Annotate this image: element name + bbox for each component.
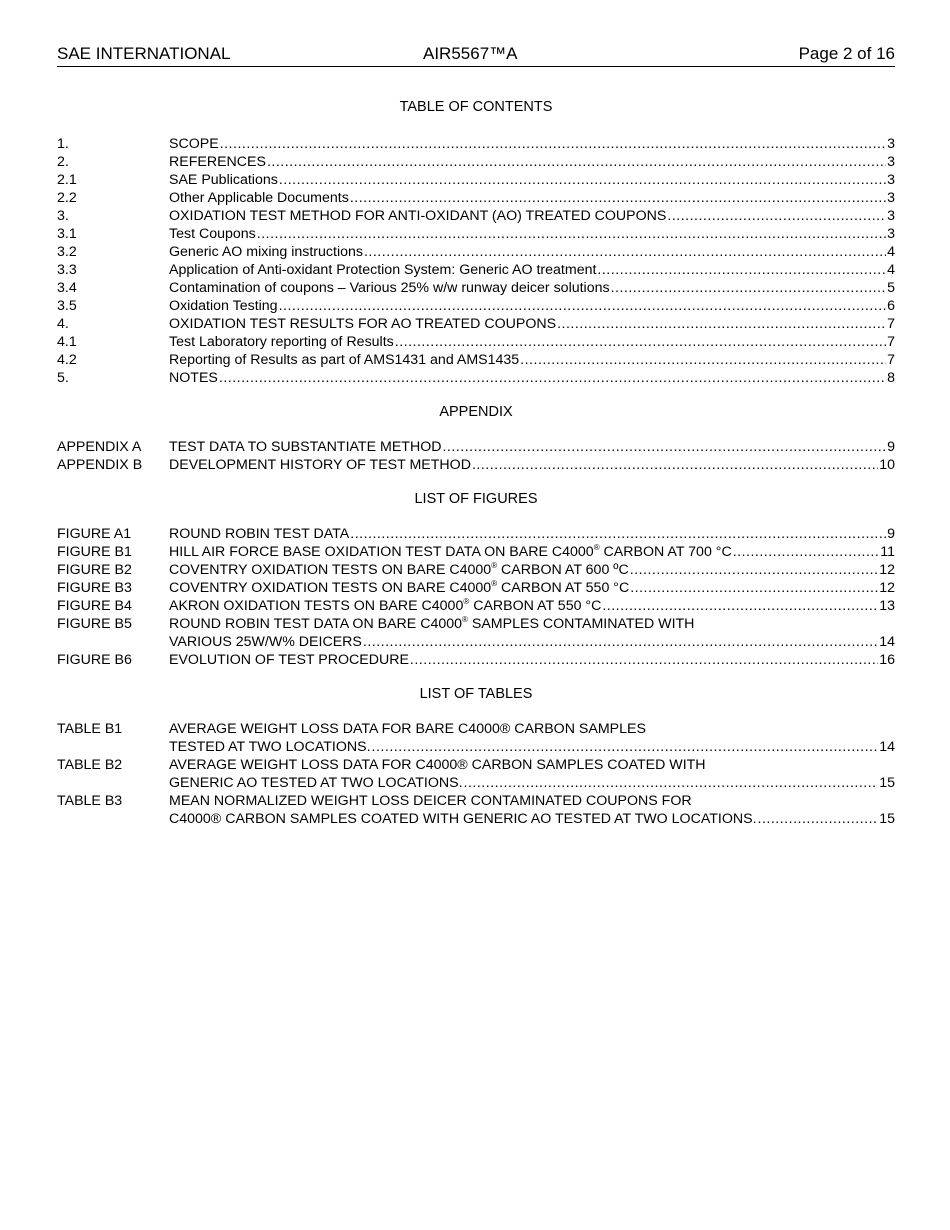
toc-entry[interactable]	[57, 315, 895, 333]
tables-list	[57, 720, 895, 828]
entry-title	[169, 561, 629, 579]
entry-title-continued: TESTED AT TWO LOCATIONS.	[169, 739, 371, 755]
leader-dots	[557, 315, 886, 333]
tables-heading: LIST OF TABLES	[419, 686, 533, 702]
leader-dots	[410, 651, 878, 669]
entry-title: SCOPE	[169, 136, 219, 152]
appendix-entry[interactable]	[57, 438, 895, 456]
table-entry-line1[interactable]	[57, 792, 895, 810]
entry-title: Contamination of coupons – Various 25% w/w runway deicer solutions	[169, 280, 610, 296]
entry-title-continued: C4000® CARBON SAMPLES COATED WITH GENERIC AO TESTED AT TWO LOCATIONS.	[169, 811, 757, 827]
toc-entry[interactable]	[57, 369, 895, 387]
entry-number: 4.2	[57, 352, 77, 368]
header-page-number: Page 2 of 16	[798, 44, 895, 63]
entry-number: 3.4	[57, 280, 77, 296]
entry-number: 4.	[57, 316, 69, 332]
leader-dots	[219, 369, 886, 387]
title-part: CARBON AT 550 °C	[497, 580, 630, 596]
figure-entry-line1[interactable]	[57, 615, 895, 633]
entry-title: Reporting of Results as part of AMS1431 and AMS1435	[169, 352, 520, 368]
entry-page: 7	[887, 352, 895, 368]
title-part: ROUND ROBIN TEST DATA ON BARE C4000	[169, 616, 463, 632]
title-part: SAMPLES CONTAMINATED WITH	[467, 616, 695, 632]
entry-page: 12	[879, 562, 895, 578]
table-entry-line2[interactable]	[57, 810, 895, 828]
entry-number: 5.	[57, 370, 69, 386]
leader-dots	[667, 207, 886, 225]
entry-page: 3	[887, 226, 895, 242]
leader-dots	[630, 561, 879, 579]
leader-dots	[350, 189, 886, 207]
entry-page: 12	[879, 580, 895, 596]
entry-title: NOTES	[169, 370, 218, 386]
entry-number: FIGURE A1	[57, 526, 132, 542]
leader-dots	[395, 333, 886, 351]
entry-page: 8	[887, 370, 895, 386]
table-entry-line2[interactable]	[57, 774, 895, 792]
title-part: CARBON AT 600 ºC	[497, 562, 629, 578]
leader-dots	[733, 543, 880, 561]
leader-dots	[279, 297, 887, 315]
leader-dots	[279, 171, 886, 189]
registered-mark: ®	[593, 543, 600, 552]
entry-page: 5	[887, 280, 895, 296]
entry-page: 4	[887, 262, 895, 278]
toc-entry[interactable]	[57, 279, 895, 297]
entry-page: 7	[887, 334, 895, 350]
figure-entry[interactable]	[57, 543, 895, 561]
appendix-heading: APPENDIX	[439, 404, 513, 420]
entry-page: 3	[887, 136, 895, 152]
leader-dots	[372, 738, 879, 756]
registered-mark: ®	[491, 579, 498, 588]
entry-title: TEST DATA TO SUBSTANTIATE METHOD	[169, 439, 442, 455]
entry-page: 14	[879, 634, 895, 650]
title-part: HILL AIR FORCE BASE OXIDATION TEST DATA ON BARE C4000	[169, 544, 594, 560]
toc-entry[interactable]	[57, 351, 895, 369]
toc-entry[interactable]	[57, 135, 895, 153]
entry-title: MEAN NORMALIZED WEIGHT LOSS DEICER CONTAMINATED COUPONS FOR	[169, 793, 692, 809]
entry-page: 15	[879, 775, 895, 791]
entry-title: Application of Anti-oxidant Protection System: Generic AO treatment	[169, 262, 597, 278]
leader-dots	[472, 456, 878, 474]
entry-page: 10	[879, 457, 895, 473]
entry-title	[169, 579, 629, 597]
title-part: CARBON AT 550 °C	[469, 598, 602, 614]
registered-mark: ®	[462, 615, 468, 624]
table-entry-line2[interactable]	[57, 738, 895, 756]
title-part: AKRON OXIDATION TESTS ON BARE C4000	[169, 598, 464, 614]
toc-entry[interactable]	[57, 261, 895, 279]
entry-title: ROUND ROBIN TEST DATA	[169, 526, 350, 542]
leader-dots	[220, 135, 886, 153]
toc-list	[57, 135, 895, 387]
entry-page: 11	[880, 544, 895, 560]
entry-title: DEVELOPMENT HISTORY OF TEST METHOD	[169, 457, 471, 473]
entry-number: 4.1	[57, 334, 77, 350]
toc-entry[interactable]	[57, 225, 895, 243]
entry-page: 3	[887, 154, 895, 170]
title-part: COVENTRY OXIDATION TESTS ON BARE C4000	[169, 580, 492, 596]
entry-page: 6	[887, 298, 895, 314]
entry-page: 4	[887, 244, 895, 260]
leader-dots	[442, 438, 886, 456]
toc-entry[interactable]	[57, 207, 895, 225]
registered-mark: ®	[491, 561, 498, 570]
entry-number: 3.1	[57, 226, 77, 242]
table-entry-line1[interactable]	[57, 720, 895, 738]
entry-number: 3.2	[57, 244, 77, 260]
leader-dots	[597, 261, 886, 279]
toc-entry[interactable]	[57, 297, 895, 315]
leader-dots	[464, 774, 879, 792]
figure-entry[interactable]	[57, 597, 895, 615]
entry-title: AVERAGE WEIGHT LOSS DATA FOR BARE C4000® CARBON SAMPLES	[169, 721, 646, 737]
figures-heading: LIST OF FIGURES	[414, 491, 538, 507]
entry-title-continued: GENERIC AO TESTED AT TWO LOCATIONS.	[169, 775, 463, 791]
entry-title: Test Laboratory reporting of Results	[169, 334, 394, 350]
leader-dots	[267, 153, 886, 171]
entry-number: 3.	[57, 208, 69, 224]
entry-page: 7	[887, 316, 895, 332]
header-org: SAE INTERNATIONAL	[57, 44, 231, 63]
figures-list	[57, 525, 895, 669]
entry-title: Test Coupons	[169, 226, 256, 242]
toc-entry[interactable]	[57, 153, 895, 171]
entry-number: 1.	[57, 136, 69, 152]
entry-number: FIGURE B5	[57, 616, 132, 632]
entry-title: EVOLUTION OF TEST PROCEDURE	[169, 652, 409, 668]
header-doc-id: AIR5567™A	[423, 44, 518, 63]
entry-title: Generic AO mixing instructions	[169, 244, 363, 260]
entry-title-continued: VARIOUS 25W/W% DEICERS	[169, 634, 362, 650]
entry-page: 3	[887, 190, 895, 206]
entry-number: 2.2	[57, 190, 77, 206]
entry-page: 9	[887, 526, 895, 542]
leader-dots	[520, 351, 886, 369]
entry-title	[169, 615, 694, 633]
entry-number: 2.1	[57, 172, 77, 188]
entry-page: 9	[887, 439, 895, 455]
figure-entry[interactable]	[57, 561, 895, 579]
document-page	[57, 44, 895, 828]
leader-dots	[363, 633, 878, 651]
entry-page: 13	[879, 598, 895, 614]
entry-title	[169, 543, 732, 561]
leader-dots	[364, 243, 886, 261]
leader-dots	[611, 279, 887, 297]
entry-title: OXIDATION TEST RESULTS FOR AO TREATED COUPONS	[169, 316, 557, 332]
entry-number: TABLE B2	[57, 757, 123, 773]
toc-entry[interactable]	[57, 189, 895, 207]
registered-mark: ®	[463, 597, 470, 606]
entry-title: AVERAGE WEIGHT LOSS DATA FOR C4000® CARBON SAMPLES COATED WITH	[169, 757, 706, 773]
toc-entry[interactable]	[57, 243, 895, 261]
entry-number: TABLE B3	[57, 793, 123, 809]
entry-number: FIGURE B1	[57, 544, 132, 560]
figure-entry[interactable]	[57, 525, 895, 543]
entry-number: FIGURE B4	[57, 598, 132, 614]
toc-heading: TABLE OF CONTENTS	[399, 99, 553, 115]
entry-number: FIGURE B2	[57, 562, 132, 578]
entry-number: TABLE B1	[57, 721, 123, 737]
page-header	[57, 44, 895, 67]
entry-number: FIGURE B3	[57, 580, 132, 596]
leader-dots	[350, 525, 886, 543]
entry-page: 3	[887, 172, 895, 188]
entry-page: 16	[879, 652, 895, 668]
toc-entry[interactable]	[57, 171, 895, 189]
entry-number: APPENDIX B	[57, 457, 143, 473]
title-part: CARBON AT 700 °C	[599, 544, 732, 560]
leader-dots	[602, 597, 878, 615]
entry-number: 3.3	[57, 262, 77, 278]
entry-page: 15	[879, 811, 895, 827]
appendix-entry[interactable]	[57, 456, 895, 474]
title-part: COVENTRY OXIDATION TESTS ON BARE C4000	[169, 562, 492, 578]
figure-entry-line2[interactable]	[57, 633, 895, 651]
entry-number: 2.	[57, 154, 69, 170]
entry-title: Oxidation Testing	[169, 298, 278, 314]
entry-title: REFERENCES	[169, 154, 266, 170]
leader-dots	[257, 225, 886, 243]
figure-entry[interactable]	[57, 651, 895, 669]
entry-title: Other Applicable Documents	[169, 190, 349, 206]
figure-entry[interactable]	[57, 579, 895, 597]
leader-dots	[758, 810, 879, 828]
toc-entry[interactable]	[57, 333, 895, 351]
entry-title: OXIDATION TEST METHOD FOR ANTI-OXIDANT (AO) TREATED COUPONS	[169, 208, 667, 224]
entry-page: 14	[879, 739, 895, 755]
leader-dots	[630, 579, 878, 597]
table-entry-line1[interactable]	[57, 756, 895, 774]
entry-number: 3.5	[57, 298, 77, 314]
entry-number: APPENDIX A	[57, 439, 142, 455]
entry-number: FIGURE B6	[57, 652, 132, 668]
entry-title: SAE Publications	[169, 172, 278, 188]
entry-title	[169, 597, 601, 615]
entry-page: 3	[887, 208, 895, 224]
appendix-list	[57, 438, 895, 474]
